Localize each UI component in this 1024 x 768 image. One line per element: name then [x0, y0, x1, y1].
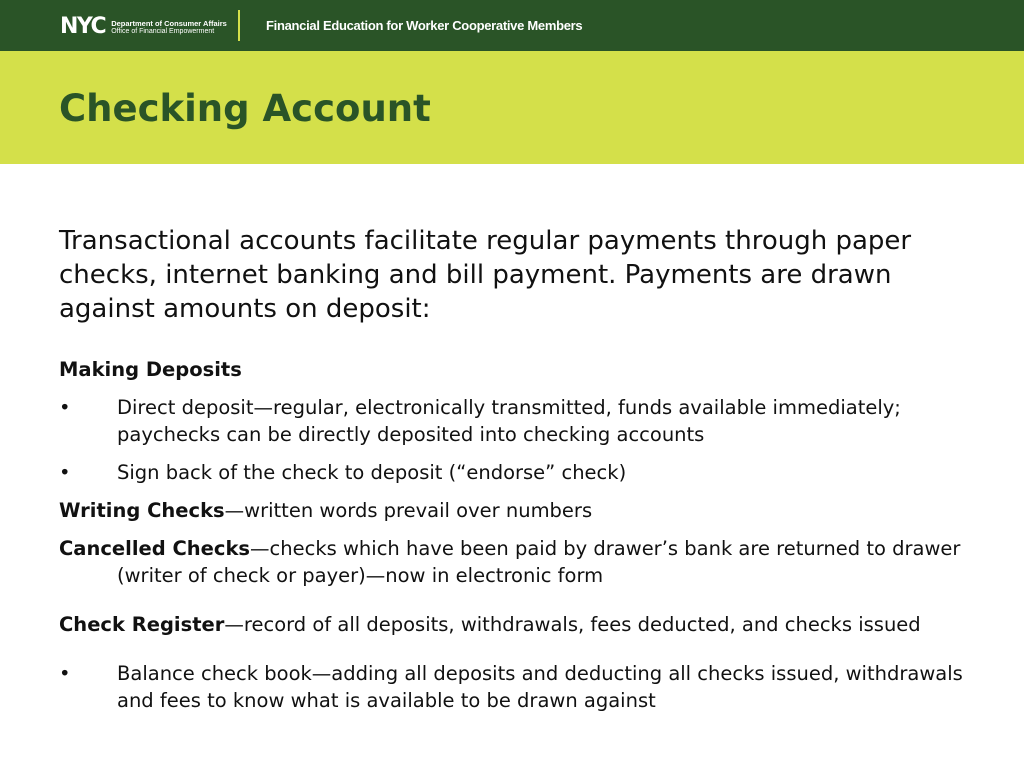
list-item — [59, 459, 989, 486]
making-deposits-heading: Making Deposits — [59, 358, 242, 381]
slide-title: Checking Account — [59, 87, 431, 130]
writing-checks-definition: —written words prevail over numbers — [224, 499, 593, 522]
bullet-icon: • — [59, 396, 71, 419]
bullet-icon: • — [59, 461, 71, 484]
header-bar — [0, 0, 1024, 51]
agency-name — [111, 19, 227, 36]
nyc-logo — [60, 16, 227, 38]
check-register-definition: —record of all deposits, withdrawals, fees deducted, and checks issued — [224, 613, 921, 636]
cancelled-checks-term: Cancelled Checks — [59, 537, 251, 560]
nyc-logo-mark: NYC — [60, 14, 106, 39]
slide-body — [59, 356, 989, 725]
intro-paragraph: Transactional accounts facilitate regular payments through paper checks, internet banking and bill payment. Payments are drawn against amounts on deposit: — [59, 226, 912, 324]
check-register-item — [59, 611, 989, 638]
check-register-term: Check Register — [59, 613, 225, 636]
agency-name-line1: Department of Consumer Affairs — [111, 18, 227, 28]
cancelled-checks-item — [59, 535, 989, 589]
program-title: Financial Education for Worker Cooperative Members — [266, 18, 583, 33]
list-item — [59, 394, 989, 448]
header-divider — [238, 10, 240, 41]
writing-checks-item — [59, 497, 989, 524]
agency-name-line2: Office of Financial Empowerment — [111, 27, 215, 35]
cancelled-checks-definition: —checks which have been paid by drawer’s bank are returned to drawer (writer of check or payer)—now in electronic form — [117, 537, 961, 587]
writing-checks-term: Writing Checks — [59, 499, 225, 522]
list-item-text: Direct deposit—regular, electronically transmitted, funds available immediately; paychecks can be directly deposited into checking accounts — [117, 396, 901, 446]
list-item — [59, 660, 989, 714]
list-item-text: Balance check book—adding all deposits and deducting all checks issued, withdrawals and fees to know what is available to be drawn against — [117, 662, 963, 712]
list-item-text: Sign back of the check to deposit (“endorse” check) — [117, 461, 627, 484]
bullet-icon: • — [59, 662, 71, 685]
